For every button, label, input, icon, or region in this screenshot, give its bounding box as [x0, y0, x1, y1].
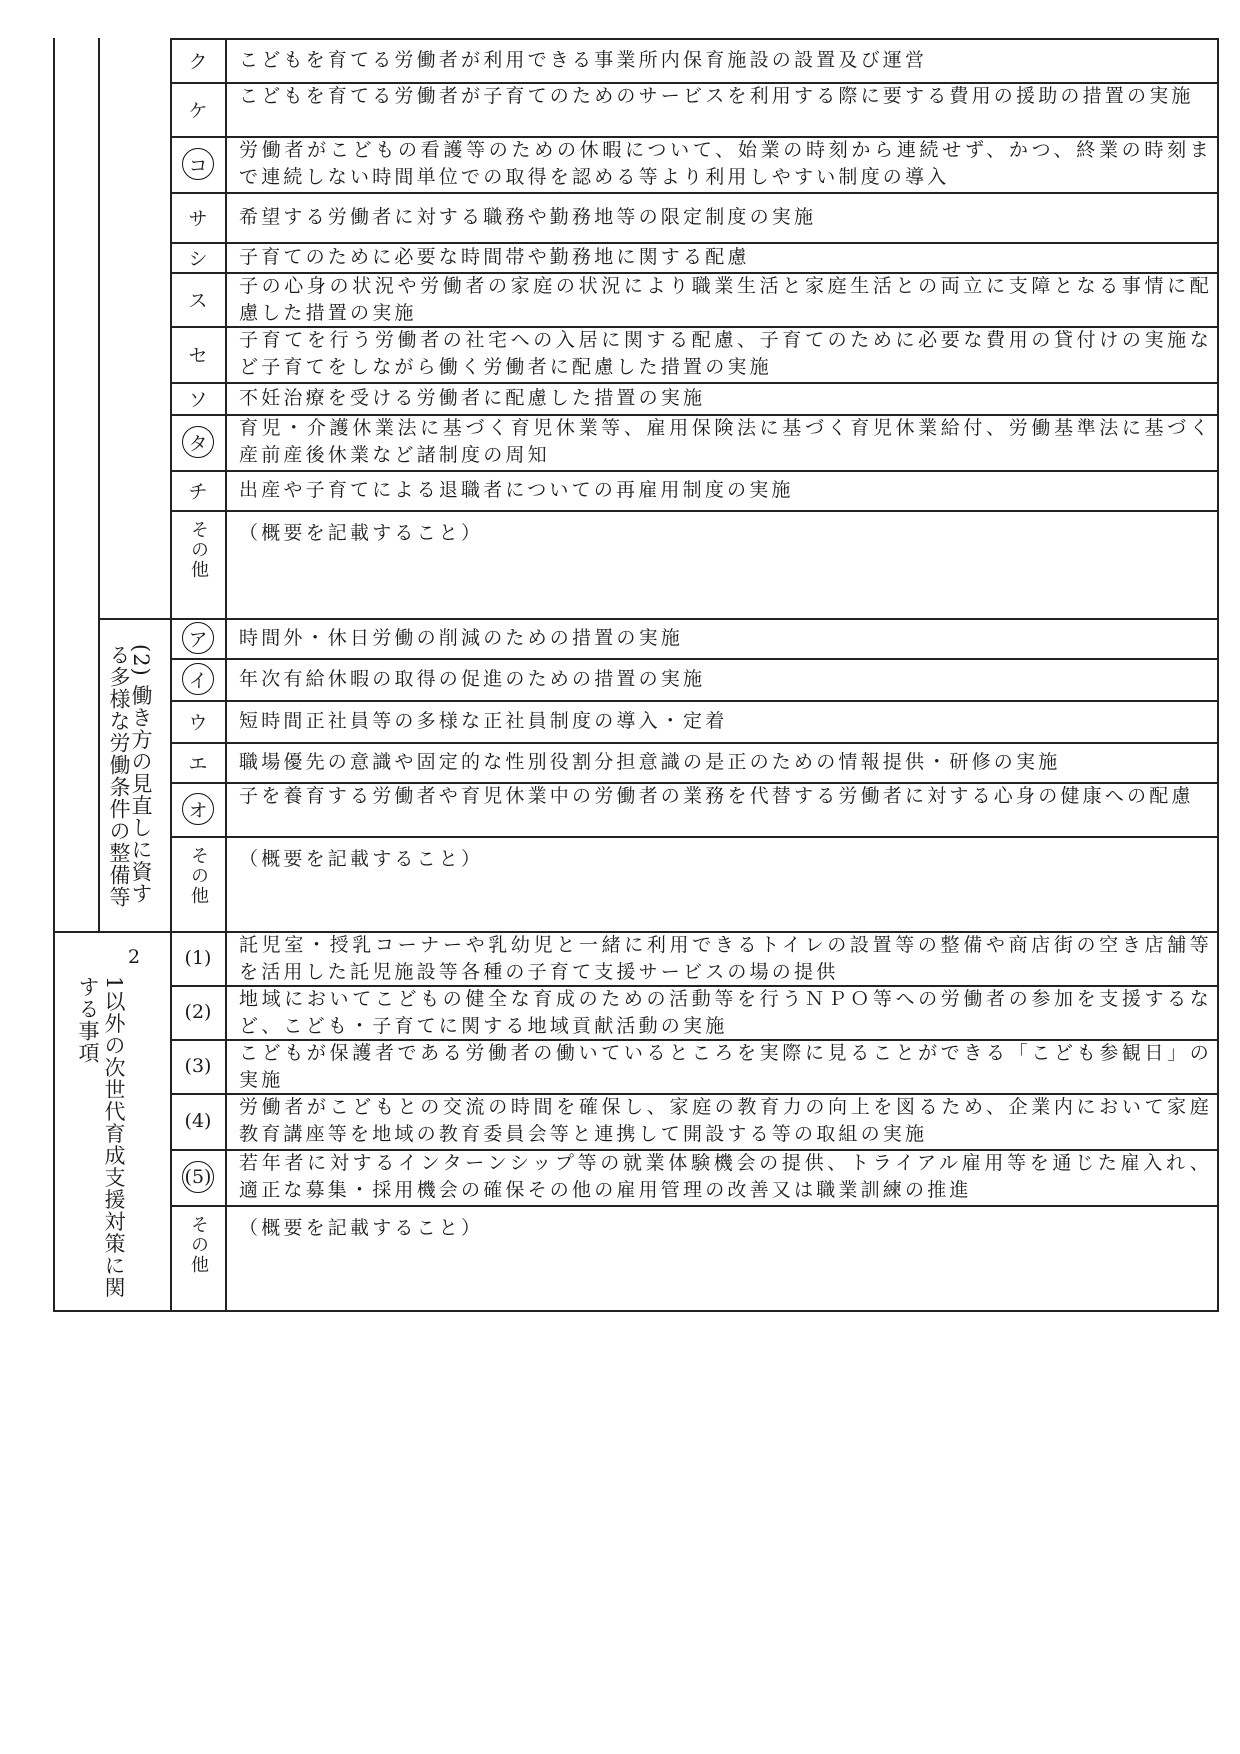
code-label: (1) [184, 947, 212, 969]
circled-code-label: タ [182, 426, 214, 458]
row-code [171, 931, 225, 985]
row-divider [170, 782, 1218, 784]
code-label: シ [188, 247, 208, 270]
measure-description: こどもが保護者である労働者の働いているところを実際に見ることができる「こども参観日」の実施 [239, 1042, 1212, 1091]
row-code [171, 192, 225, 242]
section2-title: 1以外の次世代育成支援対策に関する事項 [76, 976, 126, 1299]
code-label: ソ [188, 388, 208, 411]
table-left-border [53, 38, 55, 1312]
row-divider [170, 836, 1218, 838]
code-label: ウ [188, 711, 208, 734]
code-label: その他 [188, 520, 209, 580]
row-code [171, 272, 225, 326]
row-divider [170, 985, 1218, 987]
row-code [171, 658, 225, 700]
other-description: （概要を記載すること） [239, 848, 484, 870]
row-divider [170, 700, 1218, 702]
row-code [171, 510, 225, 618]
measure-description: 出産や子育てによる退職者についての再雇用制度の実施 [239, 478, 794, 501]
code-label: セ [188, 344, 208, 367]
code-label: エ [188, 752, 208, 775]
row-code [171, 242, 225, 272]
section2-number: 2 [128, 946, 141, 968]
measure-description: 子育てのために必要な時間帯や勤務地に関する配慮 [239, 245, 750, 268]
other-description: （概要を記載すること） [239, 1217, 484, 1239]
row-code [171, 326, 225, 382]
row-divider [170, 1039, 1218, 1041]
circled-code-label: オ [182, 793, 214, 825]
measure-description: 子育てを行う労働者の社宅への入居に関する配慮、子育てのために必要な費用の貸付けの実施など子育てをしながら働く労働者に配慮した措置の実施 [239, 329, 1212, 378]
circled-code-label: コ [182, 148, 214, 180]
code-label: ス [188, 289, 208, 312]
row-divider [170, 742, 1218, 744]
code-label: (2) [184, 1001, 212, 1023]
row-code [171, 470, 225, 510]
row-code [171, 1093, 225, 1149]
code-label: ケ [188, 99, 208, 122]
row-code [171, 382, 225, 414]
row-divider [170, 326, 1218, 328]
row-code [171, 1039, 225, 1093]
row-divider [170, 470, 1218, 472]
row-divider [170, 658, 1218, 660]
measure-description: 労働者がこどもとの交流の時間を確保し、家庭の教育力の向上を図るため、企業内において家庭教育講座等を地域の教育委員会等と連携して開設する等の取組の実施 [239, 1096, 1212, 1145]
code-label: チ [188, 480, 208, 503]
row-divider [170, 136, 1218, 138]
measure-description: 子の心身の状況や労働者の家庭の状況により職業生活と家庭生活との両立に支障となる事情に配慮した措置の実施 [239, 275, 1212, 324]
measure-description: 不妊治療を受ける労働者に配慮した措置の実施 [239, 386, 706, 409]
code-label: (4) [184, 1110, 212, 1132]
measure-description: 子を養育する労働者や育児休業中の労働者の業務を代替する労働者に対する心身の健康への配慮 [239, 785, 1194, 807]
row-code [171, 985, 225, 1039]
measure-description: こどもを育てる労働者が利用できる事業所内保育施設の設置及び運営 [239, 48, 928, 71]
measure-description: 年次有給休暇の取得の促進のための措置の実施 [239, 667, 706, 690]
circled-code-label: ア [182, 622, 214, 654]
code-label: ク [188, 50, 208, 73]
section1-inner-divider [98, 38, 100, 931]
measure-description: こどもを育てる労働者が子育てのためのサービスを利用する際に要する費用の援助の措置の実施 [239, 85, 1194, 107]
row-code [171, 136, 225, 192]
measure-description: 短時間正社員等の多様な正社員制度の導入・定着 [239, 709, 728, 732]
row-divider [170, 510, 1218, 512]
measures-table [53, 38, 1218, 1312]
table-bottom-border [53, 1310, 1218, 1312]
row-code [171, 618, 225, 658]
measure-description: 託児室・授乳コーナーや乳幼児と一緒に利用できるトイレの設置等の整備や商店街の空き店舗等を活用した託児施設等各種の子育て支援サービスの場の提供 [239, 934, 1212, 983]
row-divider [170, 1205, 1218, 1207]
circled-code-label: (5) [182, 1161, 214, 1193]
row-code [171, 782, 225, 836]
measure-description: 時間外・休日労働の削減のための措置の実施 [239, 626, 684, 649]
row-code [171, 414, 225, 470]
row-divider [170, 242, 1218, 244]
table-right-border [1217, 38, 1219, 1312]
row-divider [170, 1093, 1218, 1095]
row-divider [170, 414, 1218, 416]
code-label: その他 [188, 1215, 209, 1275]
measure-description: 希望する労働者に対する職務や勤務地等の限定制度の実施 [239, 205, 817, 228]
code-label: サ [188, 207, 208, 230]
circled-code-label: イ [182, 663, 214, 695]
measure-description: 地域においてこどもの健全な育成のための活動等を行うＮＰＯ等への労働者の参加を支援するなど、こども・子育てに関する地域貢献活動の実施 [239, 988, 1212, 1037]
subsection2-title: (2) 働き方の見直しに資する多様な労働条件の整備等 [107, 644, 153, 908]
code-label: その他 [188, 846, 209, 906]
row-code [171, 38, 225, 82]
row-code [171, 82, 225, 136]
row-code [171, 700, 225, 742]
row-divider [170, 382, 1218, 384]
row-code [171, 1205, 225, 1310]
row-divider [170, 272, 1218, 274]
measure-description: 育児・介護休業法に基づく育児休業等、雇用保険法に基づく育児休業給付、労働基準法に基づく産前産後休業など諸制度の周知 [239, 417, 1212, 466]
other-description: （概要を記載すること） [239, 522, 484, 544]
row-code [171, 1149, 225, 1205]
row-divider [170, 1149, 1218, 1151]
code-label: (3) [184, 1055, 212, 1077]
row-divider [170, 82, 1218, 84]
row-code [171, 836, 225, 931]
row-divider [170, 192, 1218, 194]
measure-description: 若年者に対するインターンシップ等の就業体験機会の提供、トライアル雇用等を通じた雇入れ、適正な募集・採用機会の確保その他の雇用管理の改善又は職業訓練の推進 [239, 1152, 1212, 1201]
measure-description: 職場優先の意識や固定的な性別役割分担意識の是正のための情報提供・研修の実施 [239, 750, 1061, 773]
row-code [171, 742, 225, 782]
measure-description: 労働者がこどもの看護等のための休暇について、始業の時刻から連続せず、かつ、終業の時刻まで連続しない時間単位での取得を認める等より利用しやすい制度の導入 [239, 139, 1212, 188]
